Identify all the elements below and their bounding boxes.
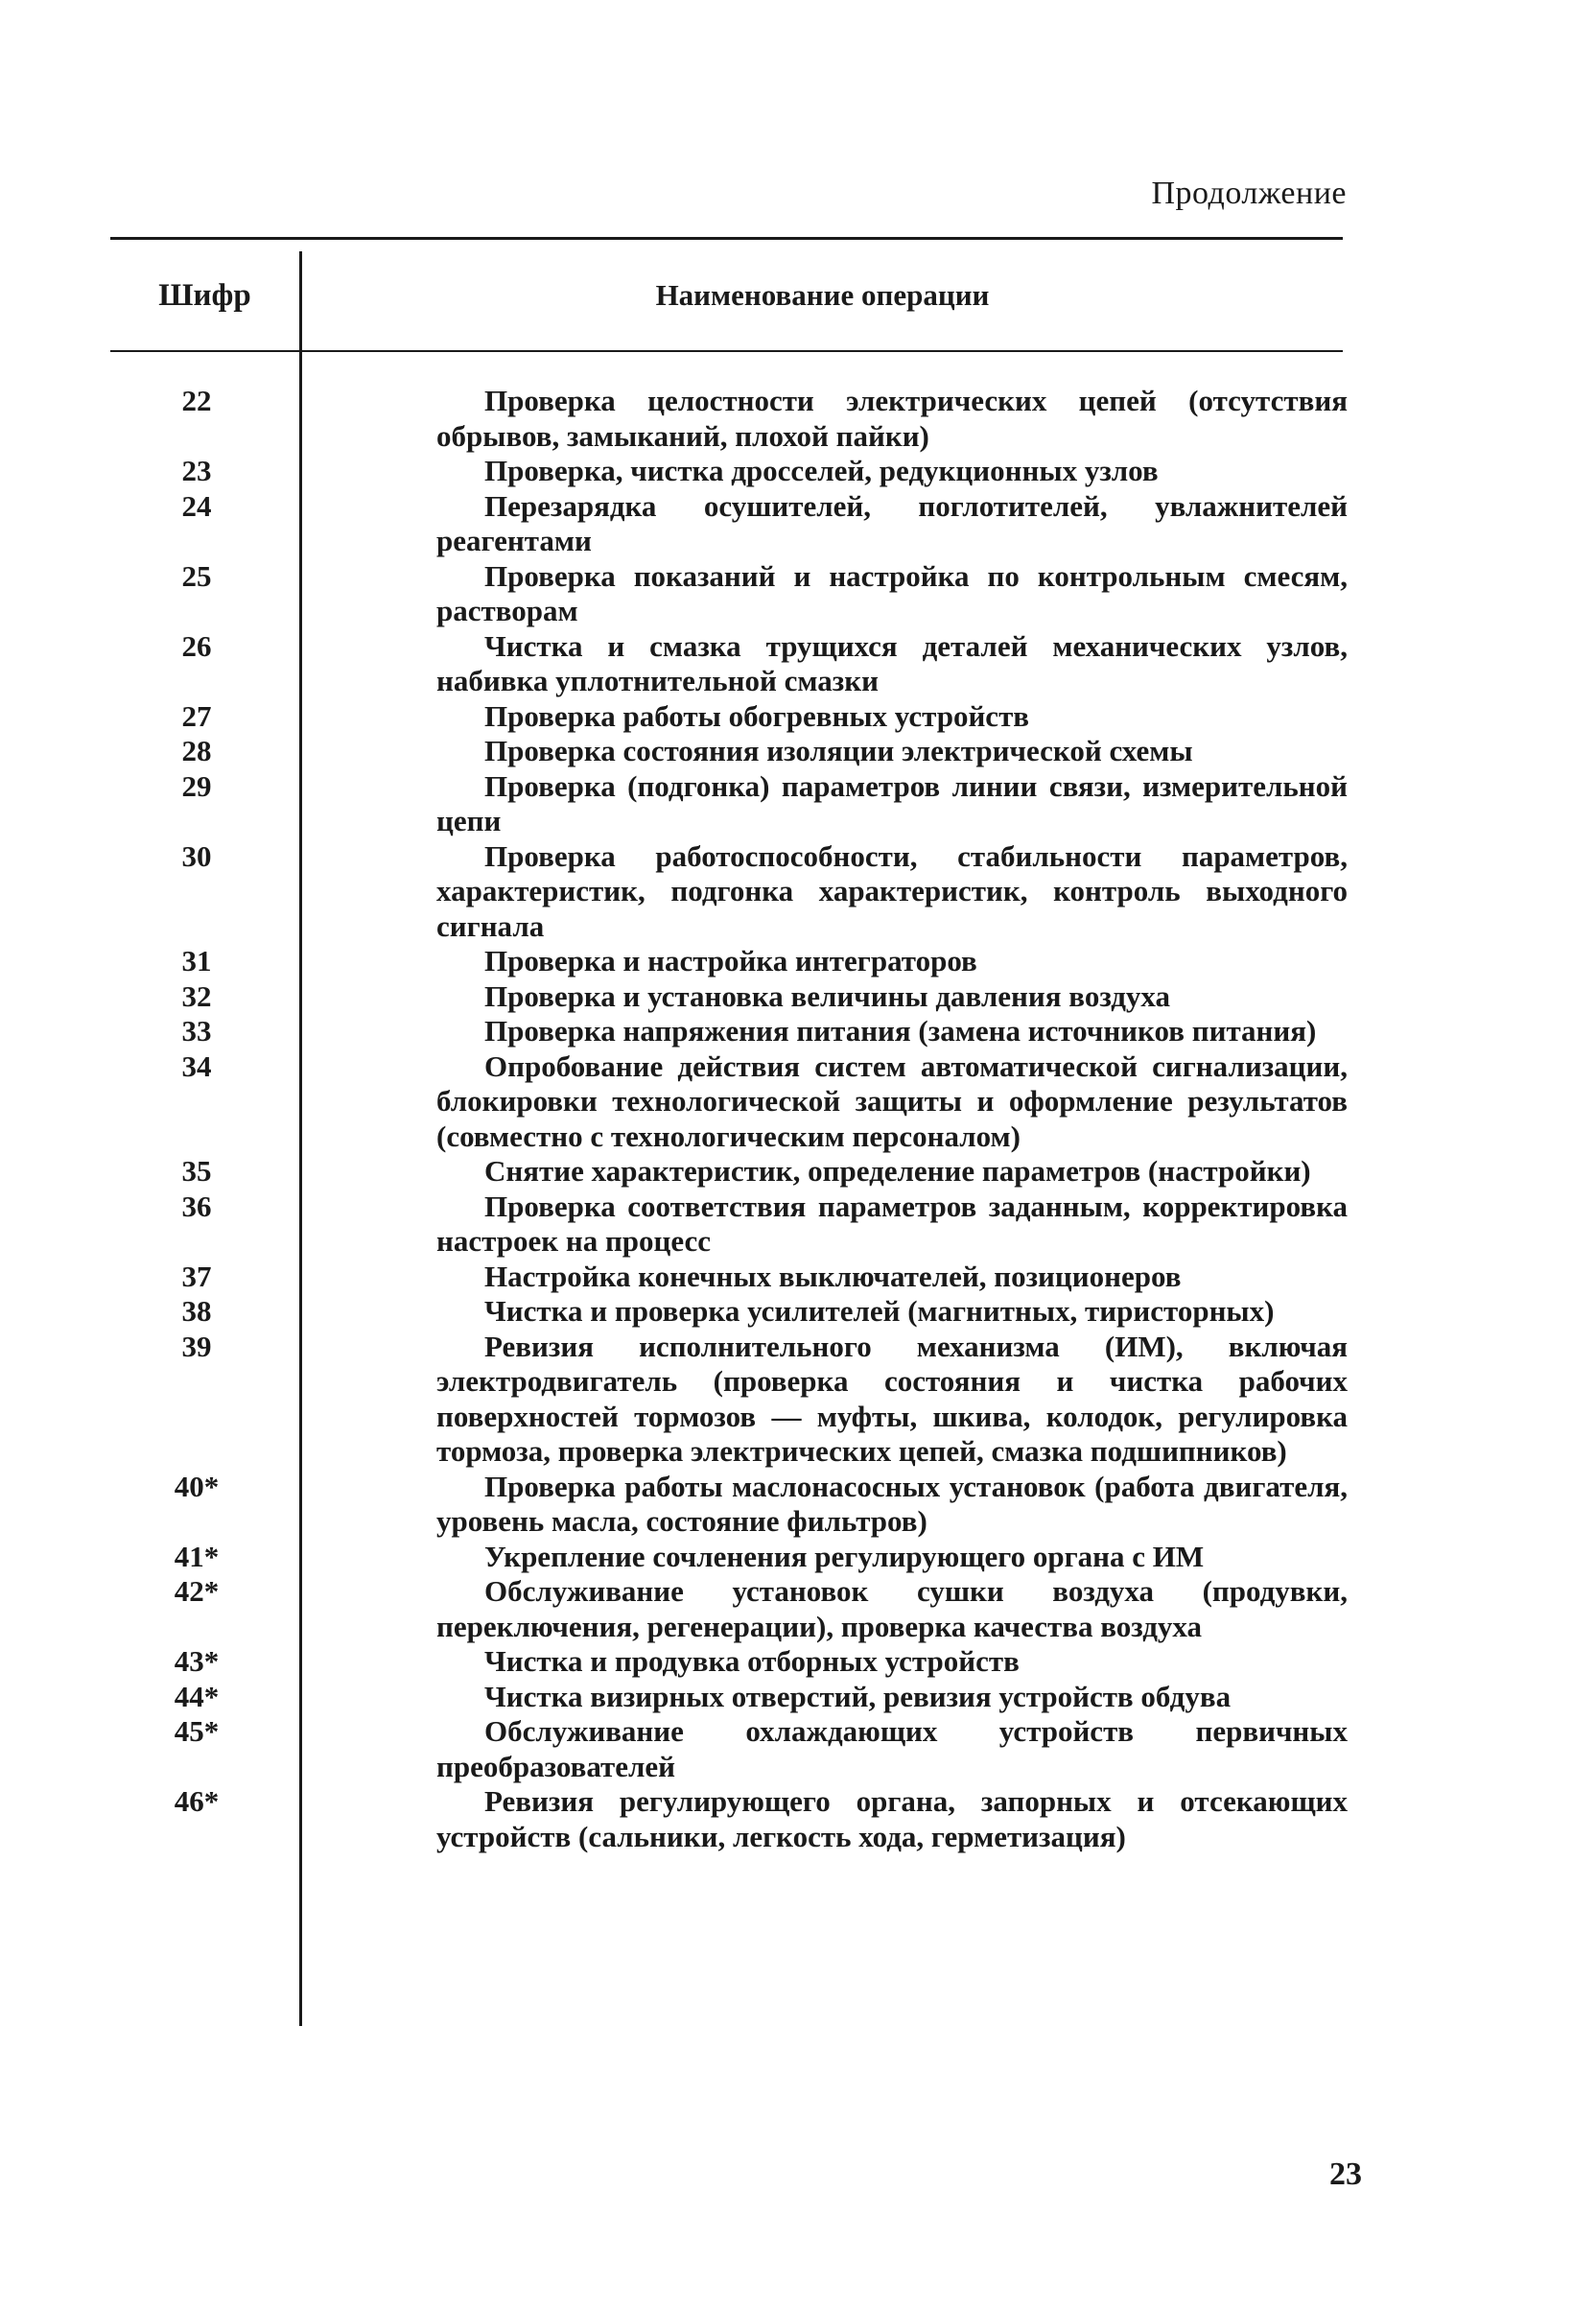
- table-row: [110, 979, 1348, 1015]
- operation-code: 41*: [174, 1539, 220, 1573]
- operation-code: 43*: [174, 1644, 220, 1678]
- operation-name: Укрепление сочленения регулирующего органа с ИМ: [484, 1539, 1205, 1573]
- table-row: [110, 1714, 1348, 1784]
- table-header-rule: [110, 350, 1343, 352]
- operation-name: Проверка (подгонка) параметров линии связи, измерительной цепи: [436, 768, 1348, 837]
- table-top-rule: [110, 237, 1343, 240]
- operation-code: 38: [181, 1294, 212, 1328]
- operation-code: 44*: [174, 1679, 220, 1713]
- table-row: [110, 629, 1348, 699]
- operation-code: 46*: [174, 1784, 220, 1818]
- operation-name: Проверка показаний и настройка по контрольным смесям, растворам: [436, 558, 1348, 627]
- table-row: [110, 559, 1348, 629]
- table-row: [110, 734, 1348, 769]
- table-row: [110, 699, 1348, 735]
- table-row: [110, 839, 1348, 945]
- operation-code: 35: [181, 1154, 212, 1188]
- table-row: [110, 1644, 1348, 1680]
- operation-code: 45*: [174, 1714, 220, 1748]
- operation-name: Проверка целостности электрических цепей (отсутствия обрывов, замыканий, плохой пайки): [436, 384, 1348, 453]
- table-row: [110, 1154, 1348, 1190]
- operation-code: 28: [181, 734, 212, 767]
- operations-table: [110, 384, 1348, 1854]
- table-row: [110, 1470, 1348, 1540]
- operation-name: Ревизия исполнительного механизма (ИМ), включая электродвигатель (проверка состояния и чистка рабочих поверхностей тормозов — муфты, шкива, колодок, регулировка тормоза, проверка электрических цепей, смазка подшипников): [436, 1329, 1348, 1468]
- operation-code: 24: [181, 488, 212, 523]
- table-row: [110, 1574, 1348, 1644]
- operation-name: Проверка работы маслонасосных установок (работа двигателя, уровень масла, состояние фильтров): [436, 1469, 1348, 1538]
- operation-name: Чистка и продувка отборных устройств: [484, 1644, 1020, 1678]
- operation-name: Проверка напряжения питания (замена источников питания): [484, 1014, 1317, 1048]
- operation-code: 27: [181, 698, 212, 733]
- operation-name: Проверка работы обогревных устройств: [484, 698, 1030, 733]
- operation-code: 42*: [174, 1574, 220, 1608]
- operation-name: Проверка и установка величины давления воздуха: [484, 978, 1170, 1013]
- operation-name: Снятие характеристик, определение параметров (настройки): [484, 1154, 1311, 1188]
- operation-name: Чистка визирных отверстий, ревизия устройств обдува: [484, 1679, 1232, 1713]
- table-row: [110, 1330, 1348, 1470]
- operation-code: 33: [181, 1014, 212, 1048]
- continuation-label: Продолжение: [1151, 176, 1347, 211]
- operation-name: Проверка состояния изоляции электрической схемы: [484, 734, 1193, 767]
- operation-name: Перезарядка осушителей, поглотителей, увлажнителей реагентами: [436, 488, 1348, 557]
- operation-code: 34: [181, 1048, 212, 1083]
- operation-code: 25: [181, 558, 212, 593]
- table-row: [110, 1294, 1348, 1330]
- table-row: [110, 489, 1348, 559]
- operation-code: 30: [181, 838, 212, 873]
- table-row: [110, 1049, 1348, 1155]
- column-header-name: Наименование операции: [655, 278, 990, 312]
- operation-code: 23: [181, 454, 212, 487]
- operation-name: Проверка соответствия параметров заданным, корректировка настроек на процесс: [436, 1189, 1348, 1258]
- operation-name: Чистка и проверка усилителей (магнитных, тиристорных): [484, 1294, 1275, 1328]
- operation-code: 32: [181, 978, 212, 1013]
- operation-code: 36: [181, 1189, 212, 1223]
- table-row: [110, 454, 1348, 489]
- table-row: [110, 1260, 1348, 1295]
- operation-code: 39: [181, 1329, 212, 1363]
- operation-name: Обслуживание охлаждающих устройств первичных преобразователей: [436, 1714, 1348, 1783]
- operation-code: 26: [181, 628, 212, 663]
- table-row: [110, 384, 1348, 454]
- operation-name: Обслуживание установок сушки воздуха (продувки, переключения, регенерации), проверка качества воздуха: [436, 1574, 1348, 1643]
- column-header-code: Шифр: [158, 278, 251, 313]
- operation-name: Опробование действия систем автоматической сигнализации, блокировки технологической защиты и оформление результатов (совместно с технологическим персоналом): [436, 1048, 1348, 1153]
- operation-name: Проверка работоспособности, стабильности параметров, характеристик, подгонка характеристик, контроль выходного сигнала: [436, 838, 1348, 943]
- page-number: 23: [1329, 2156, 1362, 2192]
- operation-name: Чистка и смазка трущихся деталей механических узлов, набивка уплотнительной смазки: [436, 628, 1348, 697]
- operation-code: 40*: [174, 1469, 220, 1503]
- table-row: [110, 944, 1348, 979]
- table-row: [110, 1540, 1348, 1575]
- table-row: [110, 1190, 1348, 1260]
- operation-code: 22: [181, 384, 212, 417]
- table-row: [110, 1014, 1348, 1049]
- operation-name: Ревизия регулирующего органа, запорных и отсекающих устройств (сальники, легкость хода, герметизация): [436, 1784, 1348, 1853]
- table-row: [110, 769, 1348, 839]
- operation-code: 31: [181, 944, 212, 978]
- operation-name: Проверка и настройка интеграторов: [484, 944, 977, 978]
- operation-name: Проверка, чистка дросселей, редукционных узлов: [484, 454, 1159, 487]
- operation-name: Настройка конечных выключателей, позиционеров: [484, 1259, 1182, 1293]
- operation-code: 37: [181, 1259, 212, 1293]
- table-row: [110, 1784, 1348, 1854]
- operation-code: 29: [181, 768, 212, 803]
- table-row: [110, 1680, 1348, 1715]
